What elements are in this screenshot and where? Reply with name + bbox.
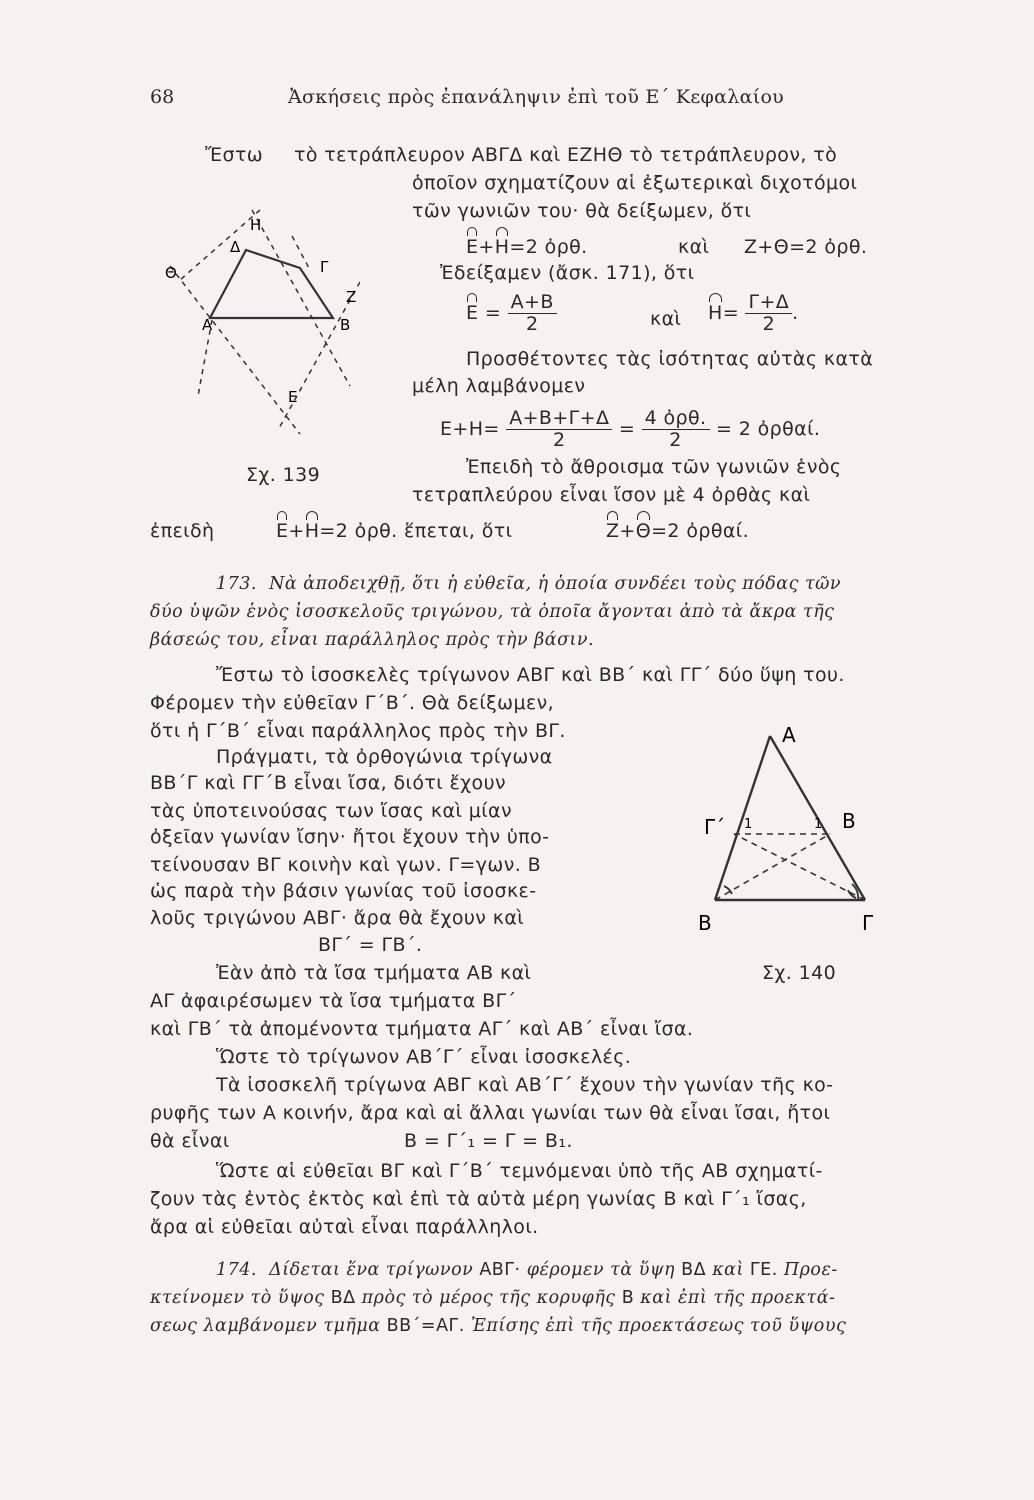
page-number: 68 <box>150 86 175 108</box>
altitude-bbp <box>715 834 830 900</box>
ex173-line: ΒΒ΄Γ καὶ ΓΓ΄Β εἶναι ἴσα, διότι ἔχουν <box>150 772 506 794</box>
ex173-line: τείνουσαν ΒΓ κοινὴν καὶ γων. Γ=γων. Β <box>150 854 542 876</box>
bisector-line <box>252 210 350 386</box>
label-G: Γ <box>320 258 329 276</box>
label-Th: Θ <box>165 264 177 282</box>
ex173-line: καὶ ΓΒ΄ τὰ ἀπομένοντα τμήματα ΑΓ΄ καὶ ΑΒ΄ εἶναι ἴσα. <box>150 1018 694 1040</box>
label-D: Δ <box>230 238 241 256</box>
ex173-line: ὡς παρὰ τὴν βάσιν γωνίας τοῦ ἰσοσκε- <box>150 880 537 902</box>
ex172-eq-h: Η= $\frac{\Gamma+\Delta}{2}$ . <box>708 291 799 335</box>
ex172-line1: τὸ τετράπλευρον ΑΒΓΔ καὶ ΕΖΗΘ τὸ τετράπλευρον, τὸ <box>294 144 838 166</box>
figure-139 <box>160 200 360 440</box>
ex172-line11: τετραπλεύρου εἶναι ἴσον μὲ 4 ὀρθὰς καὶ <box>412 484 811 506</box>
label-B: Β <box>340 316 351 334</box>
ex172-eq1: Ε+Η=2 ὀρθ. <box>466 236 588 258</box>
ex173-line: ἄρα αἱ εὐθεῖαι αὐταὶ εἶναι παράλληλοι. <box>150 1216 539 1238</box>
label-one-left: 1 <box>744 817 753 832</box>
ex173-line: ΒΓ΄ = ΓΒ΄. <box>318 934 423 956</box>
ex173-line: λοῦς τριγώνου ΑΒΓ· ἄρα θὰ ἔχουν καὶ <box>150 907 525 929</box>
ex173-statement-line3: βάσεώς του, εἶναι παράλληλος πρὸς τὴν βάσιν. <box>150 630 595 650</box>
bisector-line <box>170 266 300 434</box>
page-header-title: Ἀσκήσεις πρὸς ἐπανάληψιν ἐπὶ τοῦ Ε΄ Κεφαλαίου <box>288 86 785 108</box>
ex174-line1: 174. Δίδεται ἕνα τρίγωνον ΑΒΓ· φέρομεν τὰ ὕψη ΒΔ καὶ ΓΕ. Προε- <box>216 1260 838 1280</box>
label-E: Ε <box>288 388 298 406</box>
ex172-line2: ὁποῖον σχηματίζουν αἱ ἐξωτερικαὶ διχοτόμοι <box>412 172 858 194</box>
ex172-sum: Ε+Η= $\frac{A+B+\Gamma+\Delta}{2}$ = $\frac{\text{4 ὀρθ.}}{2}$ = 2 ὀρθαί. <box>440 407 821 451</box>
figure-140 <box>690 716 900 946</box>
ex173-line: ΑΓ ἀφαιρέσωμεν τὰ ἴσα τμήματα ΒΓ΄ <box>150 990 517 1012</box>
ex172-eq1-and: καὶ <box>678 236 710 258</box>
ex173-line: ρυφῆς των Α κοινήν, ἄρα καὶ αἱ ἄλλαι γωνίαι των θὰ εἶναι ἴσαι, ἤτοι <box>150 1102 831 1124</box>
ex173-line: Ὥστε τὸ τρίγωνον ΑΒ΄Γ΄ εἶναι ἰσοσκελές. <box>216 1046 632 1068</box>
ex173-line: Ὥστε αἱ εὐθεῖαι ΒΓ καὶ Γ΄Β΄ τεμνόμεναι ὑπὸ τῆς ΑΒ σχηματί- <box>216 1160 823 1182</box>
label-Z: Ζ <box>346 288 357 306</box>
label-A: Α <box>202 316 213 334</box>
ex172-line12-end: Ζ+Θ=2 ὀρθαί. <box>606 520 750 542</box>
ex173-line: θὰ εἶναι <box>150 1130 230 1152</box>
exercise-number: 174. <box>216 1260 257 1280</box>
ex172-eq1-right: Ζ+Θ=2 ὀρθ. <box>744 236 868 258</box>
ex173-statement-line1: 173. Νὰ ἀποδειχθῇ, ὅτι ἡ εὐθεῖα, ἡ ὁποία συνδέει τοὺς πόδας τῶν <box>216 574 842 594</box>
ex173-line: Ἐὰν ἀπὸ τὰ ἴσα τμήματα ΑΒ καὶ <box>216 962 532 984</box>
ex172-line12-lead: ἐπειδὴ <box>150 520 215 542</box>
label-B: Β <box>698 911 712 935</box>
figure-140-caption: Σχ. 140 <box>762 962 837 984</box>
exercise-number: 173. <box>216 574 257 594</box>
ex172-eq-and: καὶ <box>650 308 682 330</box>
ex173-statement-line2: δύο ὑψῶν ἑνὸς ἰσοσκελοῦς τριγώνου, τὰ ὁποῖα ἄγονται ἀπὸ τὰ ἄκρα τῆς <box>150 602 835 622</box>
angle-e: Ε <box>466 236 479 258</box>
ex174-line2: κτείνομεν τὸ ὕψος ΒΔ πρὸς τὸ μέρος τῆς κορυφῆς Β καὶ ἐπὶ τῆς προεκτά- <box>150 1288 836 1308</box>
ex172-line12: Ε+Η=2 ὀρθ. ἕπεται, ὅτι <box>276 520 513 542</box>
ex172-line1-lead: Ἔστω <box>205 144 264 166</box>
label-H: Η <box>250 216 262 234</box>
angle-h: Η <box>494 236 510 258</box>
ex172-eq-e: Ε = $\frac{A+B}{2}$ <box>466 292 557 335</box>
bisector-line <box>180 210 260 280</box>
ex173-line: Ἔστω τὸ ἰσοσκελὲς τρίγωνον ΑΒΓ καὶ ΒΒ΄ καὶ ΓΓ΄ δύο ὕψη του. <box>216 664 845 686</box>
ex173-line: Β = Γ΄₁ = Γ = Β₁. <box>404 1130 573 1152</box>
bisector-line <box>292 236 310 270</box>
ex173-line: τὰς ὑποτεινούσας των ἴσας καὶ μίαν <box>150 800 512 822</box>
ex172-line8: μέλη λαμβάνομεν <box>412 375 586 397</box>
figure-139-caption: Σχ. 139 <box>246 464 321 486</box>
quadrilateral-abgd <box>210 250 333 318</box>
label-A: Α <box>782 723 796 747</box>
ex173-line: ζουν τὰς ἐντὸς ἐκτὸς καὶ ἐπὶ τὰ αὐτὰ μέρη γωνίας Β καὶ Γ΄₁ ἴσας, <box>150 1188 807 1210</box>
label-G: Γ <box>862 911 874 935</box>
ex172-line5: Ἐδείξαμεν (ἄσκ. 171), ὅτι <box>440 262 695 284</box>
ex173-line: ὀξεῖαν γωνίαν ἴσην· ἤτοι ἔχουν τὴν ὑπο- <box>150 826 550 848</box>
ex173-line: ὅτι ἡ Γ΄Β΄ εἶναι παράλληλος πρὸς τὴν ΒΓ. <box>150 720 566 742</box>
ex173-line: Πράγματι, τὰ ὀρθογώνια τρίγωνα <box>216 746 553 768</box>
ex173-line: Τὰ ἰσοσκελῆ τρίγωνα ΑΒΓ καὶ ΑΒ΄Γ΄ ἔχουν τὴν γωνίαν τῆς κο- <box>216 1074 834 1096</box>
label-Bp: Β <box>842 809 856 833</box>
label-Gp: Γ΄ <box>704 815 726 839</box>
ex172-line7: Προσθέτοντες τὰς ἰσότητας αὐτὰς κατὰ <box>466 348 874 370</box>
ex172-line3: τῶν γωνιῶν του· θὰ δείξωμεν, ὅτι <box>412 200 752 222</box>
ex173-line: Φέρομεν τὴν εὐθεῖαν Γ΄Β΄. Θὰ δείξωμεν, <box>150 692 555 714</box>
ex174-line3: σεως λαμβάνομεν τμῆμα ΒΒ΄=ΑΓ. Ἐπίσης ἐπὶ τῆς προεκτάσεως τοῦ ὕψους <box>150 1316 847 1336</box>
label-one-right: 1 <box>814 817 823 832</box>
ex172-line10: Ἐπειδὴ τὸ ἄθροισμα τῶν γωνιῶν ἑνὸς <box>466 456 842 478</box>
